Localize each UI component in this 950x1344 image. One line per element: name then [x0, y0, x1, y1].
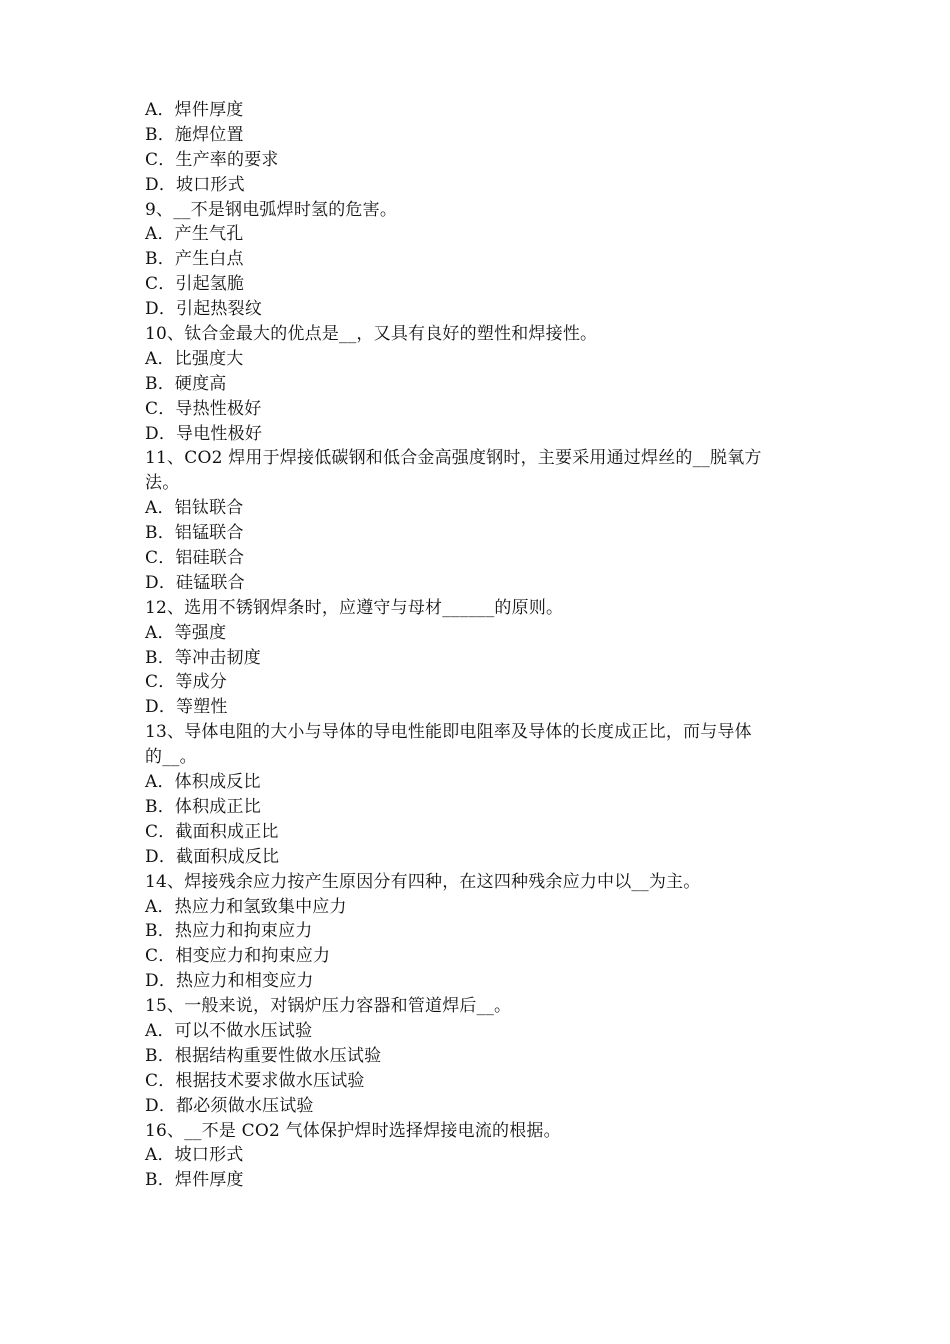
option-line: A．坡口形式: [145, 1145, 244, 1166]
option-line: A．热应力和氢致集中应力: [145, 896, 347, 917]
option-line: D．坡口形式: [145, 174, 245, 195]
option-line: D．都必须做水压试验: [145, 1095, 314, 1116]
option-line: D．截面积成反比: [145, 846, 280, 867]
option-line: B．硬度高: [145, 373, 227, 394]
question-line: 14、焊接残余应力按产生原因分有四种，在这四种残余应力中以__为主。: [145, 871, 701, 892]
option-line: D．引起热裂纹: [145, 299, 263, 320]
option-line: A．产生气孔: [145, 224, 244, 245]
option-line: B．等冲击韧度: [145, 647, 261, 668]
question-line-continued: 的__。: [145, 747, 197, 768]
option-line: C．引起氢脆: [145, 274, 245, 295]
option-line: D．导电性极好: [145, 423, 263, 444]
option-line: B．铝锰联合: [145, 523, 244, 544]
question-line: 10、钛合金最大的优点是__，又具有良好的塑性和焊接性。: [145, 324, 598, 345]
option-line: B．根据结构重要性做水压试验: [145, 1045, 382, 1066]
option-line: B．产生白点: [145, 249, 244, 270]
question-line: 12、选用不锈钢焊条时，应遵守与母材______的原则。: [145, 597, 564, 618]
option-line: B．热应力和拘束应力: [145, 921, 313, 942]
option-line: C．根据技术要求做水压试验: [145, 1070, 365, 1091]
option-line: A．等强度: [145, 622, 227, 643]
option-line: C．等成分: [145, 672, 228, 693]
option-line: A．比强度大: [145, 348, 244, 369]
option-line: B．体积成正比: [145, 796, 261, 817]
option-line: A．可以不做水压试验: [145, 1020, 313, 1041]
option-line: D．热应力和相变应力: [145, 971, 314, 992]
option-line: C．导热性极好: [145, 398, 262, 419]
option-line: C．铝硅联合: [145, 548, 245, 569]
question-line: 16、__不是 CO2 气体保护焊时选择焊接电流的根据。: [145, 1120, 561, 1141]
option-line: C．生产率的要求: [145, 149, 279, 170]
question-line-continued: 法。: [145, 473, 180, 494]
document-body: [145, 98, 815, 1193]
question-line: 9、__不是钢电弧焊时氢的危害。: [145, 199, 398, 220]
question-line: 11、CO2 焊用于焊接低碳钢和低合金高强度钢时，主要采用通过焊丝的__脱氧方: [145, 448, 762, 469]
question-line: 15、一般来说，对锅炉压力容器和管道焊后__。: [145, 996, 512, 1017]
option-line: A．体积成反比: [145, 772, 261, 793]
option-line: C．相变应力和拘束应力: [145, 946, 331, 967]
option-line: A．焊件厚度: [145, 100, 244, 120]
option-line: B．焊件厚度: [145, 1170, 244, 1191]
option-line: A．铝钛联合: [145, 498, 244, 519]
option-line: D．等塑性: [145, 697, 228, 718]
option-line: C．截面积成正比: [145, 821, 279, 842]
option-line: B．施焊位置: [145, 124, 244, 145]
option-line: D．硅锰联合: [145, 572, 245, 593]
question-line: 13、导体电阻的大小与导体的导电性能即电阻率及导体的长度成正比，而与导体: [145, 722, 752, 743]
